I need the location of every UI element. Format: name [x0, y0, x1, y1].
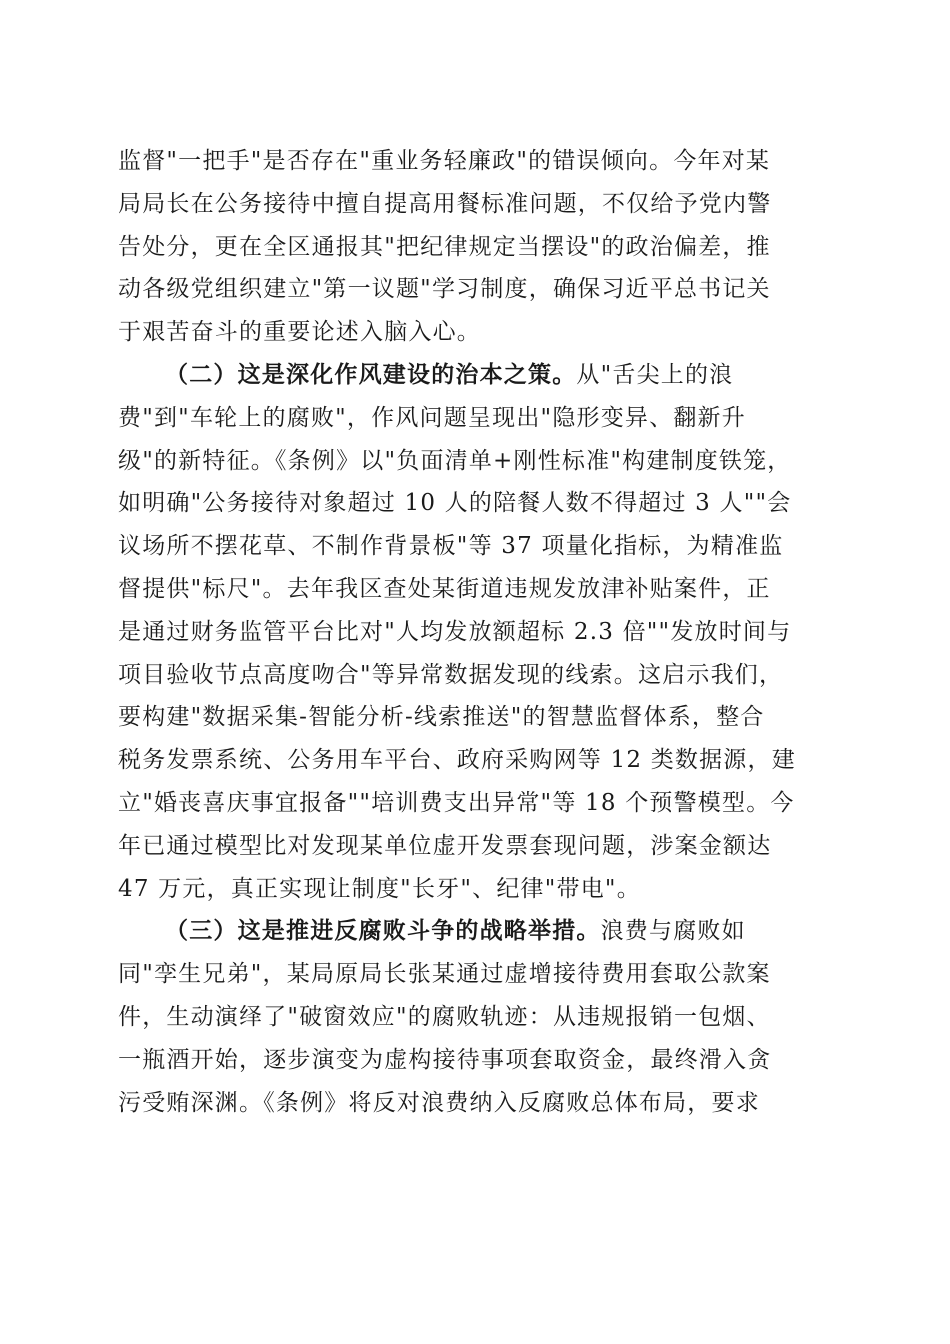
text-line: 动各级党组织建立"第一议题"学习制度，确保习近平总书记关 [118, 276, 771, 303]
text-line: 项目验收节点高度吻合"等异常数据发现的线索。这启示我们， [118, 661, 784, 688]
section-heading: （三）这是推进反腐败斗争的战略举措。 [165, 917, 601, 945]
section-heading: （二）这是深化作风建设的治本之策。 [165, 360, 577, 388]
paragraph-section-2 [118, 354, 834, 910]
text-line: 督提供"标尺"。去年我区查处某街道违规发放津补贴案件，正 [118, 575, 771, 602]
text-line: 一瓶酒开始，逐步演变为虚构接待事项套取资金，最终滑入贪 [118, 1046, 772, 1073]
text-line: 同"孪生兄弟"，某局原局长张某通过虚增接待费用套取公款案 [118, 961, 771, 988]
text-line: 件，生动演绎了"破窗效应"的腐败轨迹：从违规报销一包烟、 [118, 1003, 771, 1030]
text-span: 浪费与腐败如 [600, 918, 746, 945]
paragraph-first-line [118, 354, 834, 397]
paragraph-first-line [118, 910, 834, 953]
text-line: 立"婚丧喜庆事宜报备""培训费支出异常"等 18 个预警模型。今 [118, 789, 795, 816]
text-line: 税务发票系统、公务用车平台、政府采购网等 12 类数据源，建 [118, 747, 796, 774]
text-span: 从"舌尖上的浪 [576, 361, 734, 388]
text-line: 局局长在公务接待中擅自提高用餐标准问题，不仅给予党内警 [118, 190, 772, 217]
text-line: 如明确"公务接待对象超过 10 人的陪餐人数不得超过 3 人""会 [118, 490, 792, 517]
text-line: 是通过财务监管平台比对"人均发放额超标 2.3 倍""发放时间与 [118, 618, 792, 645]
text-line: 告处分，更在全区通报其"把纪律规定当摆设"的政治偏差，推 [118, 233, 771, 260]
text-line: 级"的新特征。《条例》以"负面清单+刚性标准"构建制度铁笼， [118, 447, 792, 474]
paragraph-section-3 [118, 910, 834, 1124]
paragraph-continuation [118, 140, 834, 354]
text-line: 议场所不摆花草、不制作背景板"等 37 项量化指标，为精准监 [118, 533, 784, 560]
text-line: 年已通过模型比对发现某单位虚开发票套现问题，涉案金额达 [118, 832, 772, 859]
text-line: 要构建"数据采集-智能分析-线索推送"的智慧监督体系，整合 [118, 704, 765, 731]
text-line: 47 万元，真正实现让制度"长牙"、纪律"带电"。 [118, 875, 641, 902]
text-line: 监督"一把手"是否存在"重业务轻廉政"的错误倾向。今年对某 [118, 148, 771, 174]
text-line: 于艰苦奋斗的重要论述入脑入心。 [118, 319, 481, 346]
text-line: 污受贿深渊。《条例》将反对浪费纳入反腐败总体布局，要求 [118, 1089, 760, 1116]
document-body [118, 140, 834, 1124]
text-line: 费"到"车轮上的腐败"，作风问题呈现出"隐形变异、翻新升 [118, 404, 746, 431]
